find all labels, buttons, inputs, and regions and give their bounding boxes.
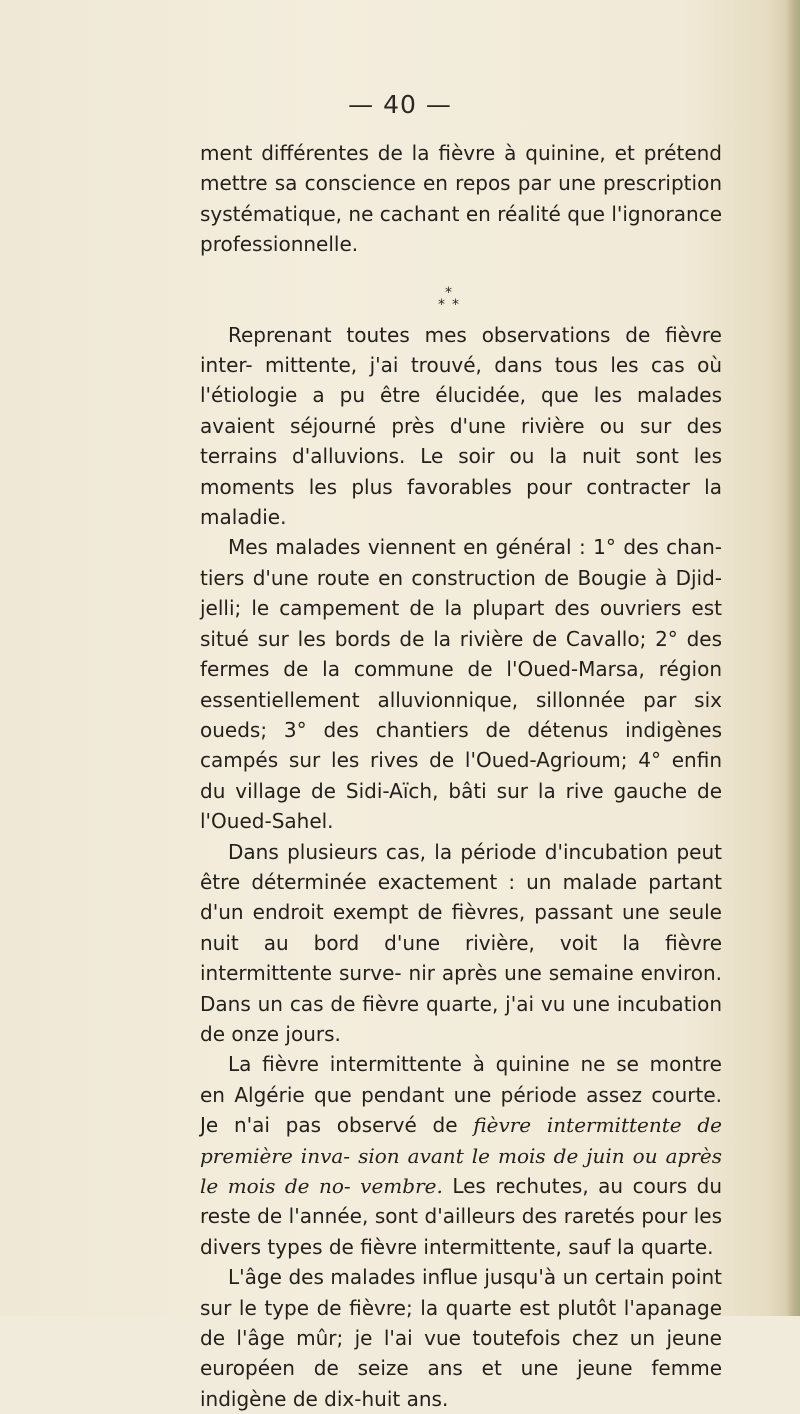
body-text: [200, 138, 722, 1414]
asterism-star-left: *: [438, 296, 445, 313]
paragraph-1: ment différentes de la fièvre à quinine, et prétend mettre sa conscience en repos par une prescription systématique, ne cachant en réalité que l'ignorance professionnelle.: [200, 141, 722, 257]
paragraph-5: [200, 1049, 722, 1262]
paragraph-5-italic: fièvre intermittente de première inva- sion avant le mois de juin ou après le mois de no- vembre.: [200, 1113, 722, 1198]
page-number: — 40 —: [348, 90, 452, 119]
paragraph-3: Mes malades viennent en général : 1° des chan- tiers d'une route en construction de Bougie à Djid- jelli; le campement de la plupart des ouvriers est situé sur les bords de la rivière de Cavallo; 2° des fermes de la commune de l'Oued-Marsa, région essentiellement alluvionnique, sillonnée par six oueds; 3° des chantiers de détenus indigènes campés sur les rives de l'Oued-Agrioum; 4° enfin du village de Sidi-Aïch, bâti sur la rive gauche de l'Oued-Sahel.: [200, 535, 722, 834]
paragraph-5-end: Les rechutes, au cours du reste de l'année, sont d'ailleurs des raretés pour les divers types de fièvre intermittente, sauf la quarte.: [200, 1174, 722, 1259]
page-edge-shadow: [786, 0, 800, 1316]
paragraph-2: Reprenant toutes mes observations de fièvre inter- mittente, j'ai trouvé, dans tous les cas où l'étiologie a pu être élucidée, que les malades avaient séjourné près d'une rivière ou sur des terrains d'alluvions. Le soir ou la nuit sont les moments les plus favorables pour contracter la maladie.: [200, 322, 722, 530]
asterism-star-top: *: [445, 284, 452, 301]
paragraph-6: L'âge des malades influe jusqu'à un certain point sur le type de fièvre; la quarte est plutôt l'apanage de l'âge mûr; je l'ai vue toutefois chez un jeune européen de seize ans et une jeune femme indigène de dix-huit ans.: [200, 1265, 722, 1411]
asterism-star-right: *: [452, 296, 459, 313]
paragraph-4: Dans plusieurs cas, la période d'incubation peut être déterminée exactement : un malade partant d'un endroit exempt de fièvres, passant une seule nuit au bord d'une rivière, voit la fièvre intermittente surve- nir après une semaine environ. Dans un cas de fièvre quarte, j'ai vu une incubation de onze jours.: [200, 839, 722, 1046]
paragraph-5-start: La fièvre intermittente à quinine ne se montre en Algérie que pendant une période assez courte. Je n'ai pas observé de: [200, 1052, 722, 1138]
asterism-divider: [200, 260, 722, 320]
